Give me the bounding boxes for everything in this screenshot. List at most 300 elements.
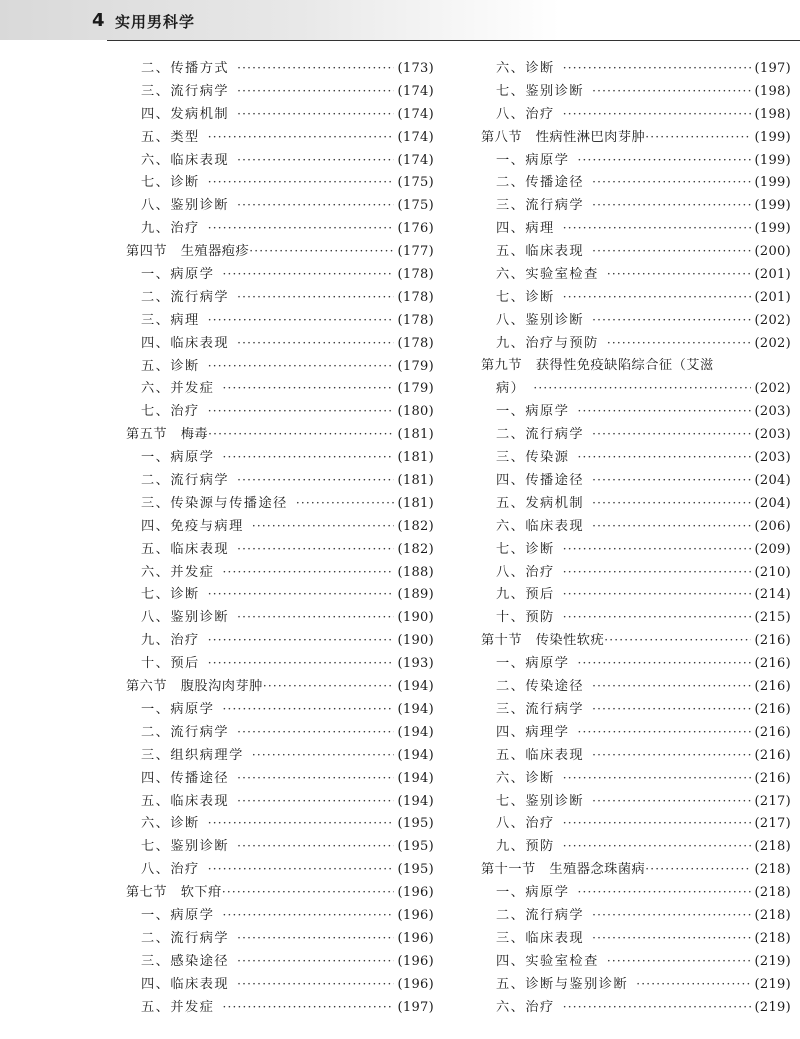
dot-leader (592, 492, 750, 515)
toc-entry (126, 561, 434, 584)
toc-page-number: (218) (754, 907, 791, 923)
toc-entry-title: 四、传播途径 (496, 473, 585, 489)
toc-entry (126, 904, 434, 927)
toc-entry-title: 九、治疗 (141, 221, 200, 237)
dot-leader (222, 263, 393, 286)
toc-entry (126, 606, 434, 629)
toc-entry (126, 973, 434, 996)
toc-page-number: (200) (754, 244, 791, 260)
dot-leader (237, 332, 393, 355)
toc-page-number: (189) (397, 587, 434, 603)
toc-entry (481, 80, 791, 103)
toc-entry (481, 721, 791, 744)
toc-page-number: (181) (397, 473, 434, 489)
toc-entry-title: 七、治疗 (141, 404, 200, 420)
toc-page-number: (215) (754, 610, 791, 626)
toc-page-number: (204) (754, 495, 791, 511)
toc-page-number: (182) (397, 541, 434, 557)
toc-page-number: (174) (397, 106, 434, 122)
toc-entry (481, 973, 791, 996)
toc-entry (126, 446, 434, 469)
dot-leader (208, 217, 394, 240)
toc-entry-title: 六、临床表现 (141, 152, 230, 168)
toc-page-number: (216) (754, 724, 791, 740)
toc-page-number: (194) (397, 747, 434, 763)
toc-section-heading (126, 881, 434, 904)
toc-entry-title: 二、流行病学 (141, 473, 230, 489)
toc-entry-title: 三、感染途径 (141, 953, 230, 969)
toc-entry-title: 四、临床表现 (141, 335, 230, 351)
toc-entry (126, 80, 434, 103)
toc-page-number: (174) (397, 83, 434, 99)
dot-leader (645, 858, 750, 881)
toc-entry-title: 二、传染途径 (496, 679, 585, 695)
toc-entry (126, 950, 434, 973)
toc-page-number: (216) (754, 701, 791, 717)
toc-entry (481, 675, 791, 698)
toc-page-number: (199) (754, 152, 791, 168)
toc-page-number: (178) (397, 335, 434, 351)
toc-entry (481, 881, 791, 904)
toc-entry (481, 904, 791, 927)
toc-page-number: (203) (754, 404, 791, 420)
toc-entry-title: 五、类型 (141, 129, 200, 145)
dot-leader (533, 377, 750, 400)
toc-entry-title: 四、发病机制 (141, 106, 230, 122)
toc-entry-title: 第四节 生殖器疱疹 (126, 244, 250, 260)
dot-leader (252, 515, 394, 538)
toc-section-heading (481, 126, 791, 149)
toc-entry (481, 194, 791, 217)
toc-page-number: (175) (397, 198, 434, 214)
dot-leader (607, 950, 751, 973)
dot-leader (252, 744, 394, 767)
dot-leader (237, 538, 393, 561)
toc-entry (126, 629, 434, 652)
toc-page-number: (194) (397, 793, 434, 809)
toc-entry-title: 二、流行病学 (141, 930, 230, 946)
dot-leader (592, 240, 750, 263)
page-number: 4 (92, 10, 105, 31)
dot-leader (208, 423, 393, 446)
toc-page-number: (210) (754, 564, 791, 580)
toc-page-number: (216) (754, 656, 791, 672)
toc-entry-title: 四、临床表现 (141, 976, 230, 992)
toc-entry (126, 744, 434, 767)
toc-entry (126, 332, 434, 355)
toc-entry (481, 606, 791, 629)
toc-entry-title: 一、病原学 (141, 450, 215, 466)
toc-entry (126, 538, 434, 561)
dot-leader (296, 492, 394, 515)
dot-leader (222, 698, 393, 721)
toc-entry (126, 103, 434, 126)
toc-entry (481, 996, 791, 1019)
toc-entry-title: 第十一节 生殖器念珠菌病 (481, 862, 646, 878)
toc-page-number: (180) (397, 404, 434, 420)
dot-leader (645, 126, 750, 149)
toc-page-number: (217) (754, 793, 791, 809)
toc-entry (126, 57, 434, 80)
dot-leader (222, 904, 393, 927)
toc-entry-title: 一、病原学 (496, 656, 570, 672)
dot-leader (563, 286, 751, 309)
toc-entry (481, 950, 791, 973)
toc-page-number: (217) (754, 816, 791, 832)
toc-entry (481, 812, 791, 835)
toc-entry (481, 263, 791, 286)
toc-page-number: (218) (754, 862, 791, 878)
toc-page-number: (219) (754, 999, 791, 1015)
dot-leader (208, 812, 394, 835)
toc-entry-title: 六、并发症 (141, 381, 215, 397)
toc-page-number: (198) (754, 83, 791, 99)
toc-entry-title: 二、流行病学 (496, 907, 585, 923)
toc-page-number: (194) (397, 701, 434, 717)
dot-leader (607, 332, 751, 355)
toc-entry-title: 二、流行病学 (141, 724, 230, 740)
toc-entry-title: 六、诊断 (141, 816, 200, 832)
toc-entry-title: 六、诊断 (496, 770, 555, 786)
dot-leader (237, 835, 393, 858)
toc-page-number: (198) (754, 106, 791, 122)
toc-entry (481, 835, 791, 858)
toc-section-heading (126, 675, 434, 698)
toc-page-number: (177) (397, 244, 434, 260)
toc-entry-title: 九、预后 (496, 587, 555, 603)
toc-entry-title: 六、并发症 (141, 564, 215, 580)
toc-entry (481, 515, 791, 538)
toc-entry-title: 二、流行病学 (141, 289, 230, 305)
toc-entry-title: 八、鉴别诊断 (141, 610, 230, 626)
toc-entry (126, 194, 434, 217)
dot-leader (592, 515, 750, 538)
dot-leader (237, 927, 393, 950)
dot-leader (208, 309, 394, 332)
toc-entry-title: 三、流行病学 (496, 701, 585, 717)
toc-entry (126, 835, 434, 858)
toc-entry (481, 171, 791, 194)
toc-entry-title: 第六节 腹股沟肉芽肿 (126, 679, 263, 695)
dot-leader (604, 629, 750, 652)
toc-entry-title: 二、传播途径 (496, 175, 585, 191)
toc-entry-title: 三、组织病理学 (141, 747, 244, 763)
dot-leader (592, 80, 750, 103)
toc-page-number: (218) (754, 839, 791, 855)
dot-leader (563, 812, 751, 835)
toc-entry-title: 五、诊断 (141, 358, 200, 374)
toc-entry (481, 652, 791, 675)
toc-left-column (126, 57, 434, 1018)
toc-page-number: (173) (397, 61, 434, 76)
toc-page-number: (182) (397, 518, 434, 534)
dot-leader (563, 767, 751, 790)
dot-leader (237, 286, 393, 309)
toc-page-number: (206) (754, 518, 791, 534)
dot-leader (249, 240, 393, 263)
toc-page-number: (199) (754, 175, 791, 191)
toc-entry (481, 217, 791, 240)
toc-page-number: (190) (397, 610, 434, 626)
toc-entry-title: 五、并发症 (141, 999, 215, 1015)
toc-page-number: (179) (397, 381, 434, 397)
toc-entry (481, 492, 791, 515)
toc-entry (126, 126, 434, 149)
toc-entry (126, 858, 434, 881)
dot-leader (237, 950, 393, 973)
toc-entry (126, 583, 434, 606)
toc-page-number: (194) (397, 770, 434, 786)
toc-entry-title: 四、免疫与病理 (141, 518, 244, 534)
dot-leader (577, 652, 750, 675)
toc-entry-title: 一、病原学 (496, 885, 570, 901)
toc-entry (126, 217, 434, 240)
toc-entry (481, 286, 791, 309)
dot-leader (237, 606, 393, 629)
toc-page-number: (199) (754, 221, 791, 237)
toc-entry (481, 103, 791, 126)
toc-section-heading (126, 240, 434, 263)
dot-leader (208, 126, 394, 149)
toc-page-number: (201) (754, 267, 791, 283)
dot-leader (237, 973, 393, 996)
dot-leader (237, 194, 393, 217)
toc-page-number: (203) (754, 427, 791, 443)
toc-entry-title: 七、诊断 (141, 175, 200, 191)
toc-page-number: (196) (397, 976, 434, 992)
dot-leader (208, 652, 394, 675)
toc-page-number: (204) (754, 473, 791, 489)
toc-entry-title: 五、临床表现 (141, 793, 230, 809)
toc-entry (126, 171, 434, 194)
toc-entry-title: 七、鉴别诊断 (496, 793, 585, 809)
toc-entry-title: 五、临床表现 (496, 747, 585, 763)
toc-page-number: (181) (397, 427, 434, 443)
toc-entry-title: 第九节 获得性免疫缺陷综合征（艾滋 (481, 357, 714, 373)
toc-entry (481, 57, 791, 80)
toc-entry-title: 三、病理 (141, 312, 200, 328)
toc-page-number: (203) (754, 450, 791, 466)
toc-entry-title: 四、病理 (496, 221, 555, 237)
dot-leader (577, 721, 750, 744)
dot-leader (592, 469, 750, 492)
dot-leader (592, 423, 750, 446)
toc-entry-title: 一、病原学 (141, 267, 215, 283)
toc-entry-title: 七、鉴别诊断 (141, 839, 230, 855)
toc-entry (481, 400, 791, 423)
toc-entry-title: 六、临床表现 (496, 518, 585, 534)
toc-entry (126, 927, 434, 950)
dot-leader (237, 767, 393, 790)
toc-page-number: (202) (754, 335, 791, 351)
toc-page-number: (214) (754, 587, 791, 603)
toc-entry (481, 309, 791, 332)
toc-entry-title: 四、实验室检查 (496, 953, 599, 969)
dot-leader (237, 790, 393, 813)
toc-page-number: (178) (397, 312, 434, 328)
dot-leader (607, 263, 751, 286)
toc-page-number: (174) (397, 129, 434, 145)
toc-page-number: (195) (397, 816, 434, 832)
toc-entry (126, 721, 434, 744)
toc-entry-title: 第八节 性病性淋巴肉芽肿 (481, 129, 646, 145)
toc-entry (481, 332, 791, 355)
dot-leader (222, 996, 393, 1019)
toc-page-number: (219) (754, 976, 791, 992)
dot-leader (577, 149, 750, 172)
toc-entry-title: 九、预防 (496, 839, 555, 855)
dot-leader (592, 171, 750, 194)
toc-page-number: (193) (397, 656, 434, 672)
toc-entry-title: 一、病原学 (141, 701, 215, 717)
toc-page-number: (175) (397, 175, 434, 191)
dot-leader (222, 377, 393, 400)
dot-leader (577, 400, 750, 423)
toc-right-column (481, 57, 791, 1018)
toc-entry-title: 五、临床表现 (141, 541, 230, 557)
toc-entry-title: 三、流行病学 (141, 83, 230, 99)
dot-leader (222, 881, 394, 904)
dot-leader (237, 149, 393, 172)
toc-entry (126, 355, 434, 378)
toc-entry (126, 515, 434, 538)
toc-entry (481, 538, 791, 561)
dot-leader (208, 858, 394, 881)
toc-entry (126, 149, 434, 172)
toc-entry (481, 767, 791, 790)
toc-entry-title: 二、流行病学 (496, 427, 585, 443)
toc-entry-title: 一、病原学 (496, 152, 570, 168)
toc-entry (126, 996, 434, 1019)
dot-leader (563, 217, 751, 240)
toc-entry (481, 583, 791, 606)
toc-section-heading (481, 629, 791, 652)
toc-page-number: (201) (754, 289, 791, 305)
toc-entry-title: 四、病理学 (496, 724, 570, 740)
toc-page-number: (197) (397, 999, 434, 1015)
dot-leader (563, 538, 751, 561)
toc-page-number: (202) (754, 312, 791, 328)
toc-page-number: (178) (397, 267, 434, 283)
dot-leader (577, 881, 750, 904)
toc-entry-title: 九、治疗与预防 (496, 335, 599, 351)
toc-entry-title: 八、鉴别诊断 (141, 198, 230, 214)
toc-page-number: (216) (754, 633, 791, 649)
toc-page-number: (199) (754, 198, 791, 214)
toc-entry (126, 309, 434, 332)
dot-leader (237, 103, 393, 126)
toc-entry-title: 三、流行病学 (496, 198, 585, 214)
toc-entry (481, 790, 791, 813)
toc-entry (481, 446, 791, 469)
toc-entry (481, 469, 791, 492)
toc-entry-title: 病） (496, 381, 526, 397)
toc-entry-title: 十、预防 (496, 610, 555, 626)
dot-leader (563, 606, 751, 629)
toc-section-heading (481, 858, 791, 881)
toc-page-number: (216) (754, 747, 791, 763)
toc-entry-title: 三、临床表现 (496, 930, 585, 946)
dot-leader (237, 57, 393, 80)
dot-leader (563, 835, 751, 858)
dot-leader (592, 309, 750, 332)
toc-entry-title: 七、诊断 (141, 587, 200, 603)
toc-entry (126, 400, 434, 423)
dot-leader (592, 194, 750, 217)
toc-entry-title: 七、诊断 (496, 541, 555, 557)
header-divider (107, 40, 800, 41)
toc-page-number: (195) (397, 862, 434, 878)
toc-entry-title: 六、诊断 (496, 61, 555, 76)
dot-leader (222, 446, 393, 469)
dot-leader (237, 80, 393, 103)
toc-page-number: (209) (754, 541, 791, 557)
dot-leader (563, 996, 751, 1019)
dot-leader (577, 446, 750, 469)
toc-entry-title: 第五节 梅毒 (126, 427, 209, 443)
dot-leader (208, 355, 394, 378)
dot-leader (237, 469, 393, 492)
toc-entry-title: 二、传播方式 (141, 61, 230, 76)
toc-page-number: (176) (397, 221, 434, 237)
toc-entry (126, 263, 434, 286)
toc-entry-title: 第十节 传染性软疣 (481, 633, 605, 649)
dot-leader (208, 629, 394, 652)
toc-page-number: (218) (754, 930, 791, 946)
dot-leader (592, 904, 750, 927)
toc-page-number: (202) (754, 381, 791, 397)
toc-entry-title: 五、临床表现 (496, 244, 585, 260)
toc-entry (126, 698, 434, 721)
toc-entry-title: 六、实验室检查 (496, 267, 599, 283)
dot-leader (563, 583, 751, 606)
toc-entry-title: 八、鉴别诊断 (496, 312, 585, 328)
toc-entry (126, 377, 434, 400)
toc-entry-title: 一、病原学 (496, 404, 570, 420)
toc-page-number: (196) (397, 885, 434, 901)
toc-page-number: (181) (397, 495, 434, 511)
toc-entry (126, 469, 434, 492)
toc-page-number: (196) (397, 930, 434, 946)
toc-page-number: (216) (754, 770, 791, 786)
toc-entry-title: 一、病原学 (141, 907, 215, 923)
dot-leader (263, 675, 394, 698)
toc-page-number: (218) (754, 885, 791, 901)
toc-entry (481, 744, 791, 767)
toc-entry (126, 492, 434, 515)
toc-page-number: (188) (397, 564, 434, 580)
toc-entry-title: 九、治疗 (141, 633, 200, 649)
toc-entry (481, 149, 791, 172)
dot-leader (222, 561, 393, 584)
toc-page-number: (181) (397, 450, 434, 466)
toc-entry-title: 五、诊断与鉴别诊断 (496, 976, 629, 992)
toc-entry-title: 三、传染源与传播途径 (141, 495, 288, 511)
toc-entry (126, 767, 434, 790)
toc-entry (126, 812, 434, 835)
toc-entry (481, 698, 791, 721)
toc-entry-title: 五、发病机制 (496, 495, 585, 511)
dot-leader (208, 171, 394, 194)
toc-page-number: (178) (397, 289, 434, 305)
book-title: 实用男科学 (115, 13, 196, 31)
toc-page-number: (174) (397, 152, 434, 168)
dot-leader (563, 57, 751, 80)
toc-entry (126, 652, 434, 675)
toc-entry (481, 423, 791, 446)
dot-leader (208, 583, 394, 606)
dot-leader (592, 927, 750, 950)
